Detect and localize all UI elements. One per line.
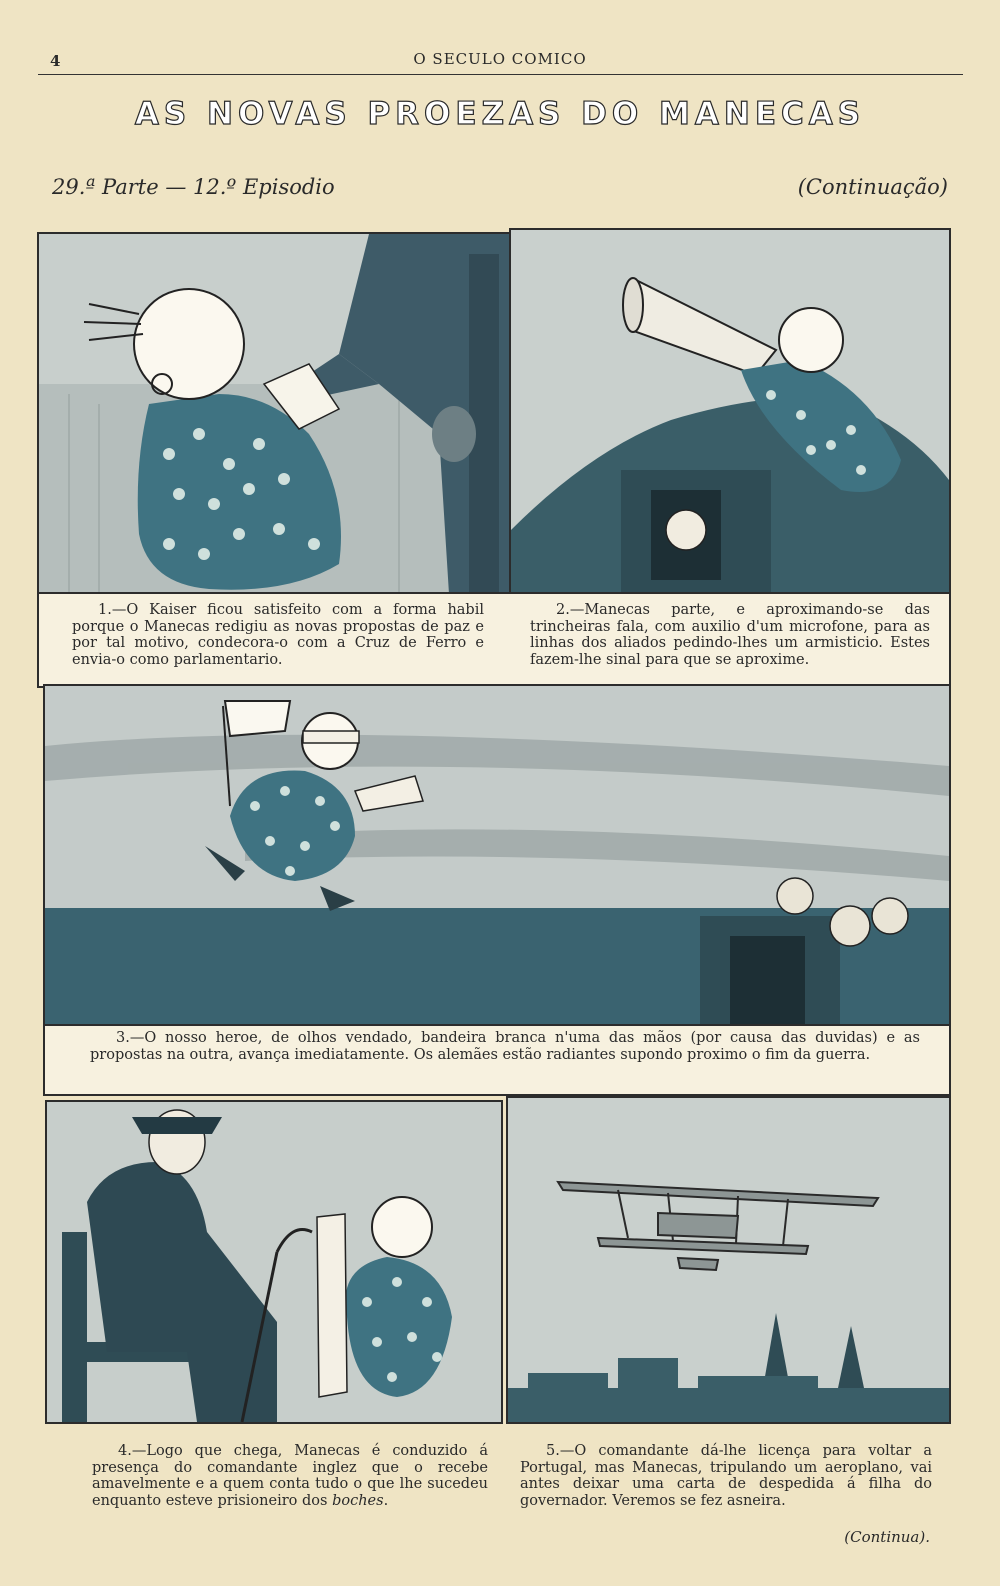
header-rule [38,74,963,75]
caption-2: 2.—Manecas parte, e aproximando-se das trincheiras fala, com auxilio d'um microfone, para as linhas dos aliados pedindo-lhes um armisticio. Estes fazem-lhe sinal para que se aproxime. [530,602,930,668]
panel-3-illustration [45,686,949,1026]
page-number: 4 [50,52,61,70]
caption-5: 5.—O comandante dá-lhe licença para voltar a Portugal, mas Manecas, tripulando um aeroplano, vai antes deixar uma carta de despedida á filha do governador. Veremos se fez asneira. [520,1443,932,1509]
caption-3: 3.—O nosso heroe, de olhos vendado, bandeira branca n'uma das mãos (por causa das duvidas) e as propostas na outra, avança imediatamente. Os alemães estão radiantes supondo proximo o fim da guerra. [90,1030,920,1063]
comic-panel-3 [43,684,951,1028]
continua-label: (Continua). [844,1528,930,1546]
page-title: AS NOVAS PROEZAS DO MANECAS [134,96,866,132]
comic-panel-1 [37,232,513,596]
panel-1-illustration [39,234,511,594]
caption-4-end: . [383,1492,389,1509]
running-head: O SECULO COMICO [413,50,587,68]
panel-2-illustration [511,230,949,594]
caption-4-emphasis: boches [332,1492,384,1509]
caption-4 [92,1443,488,1509]
continuation-label: (Continuação) [797,175,948,199]
episode-label: 29.ª Parte — 12.º Episodio [52,175,335,199]
comic-panel-5 [506,1096,951,1424]
panel-4-illustration [47,1102,501,1422]
caption-1: 1.—O Kaiser ficou satisfeito com a forma habil porque o Manecas redigiu as novas propostas de paz e por tal motivo, condecora-o com a Cruz de Ferro e envia-o como parlamentario. [72,602,484,668]
comic-panel-4 [45,1100,503,1424]
comic-panel-2 [509,228,951,596]
caption-4-text: 4.—Logo que chega, Manecas é conduzido á presença do comandante inglez que o recebe amavelmente e a quem conta tudo o que lhe sucedeu enquanto esteve prisioneiro dos [92,1443,488,1509]
panel-5-illustration [508,1098,949,1422]
